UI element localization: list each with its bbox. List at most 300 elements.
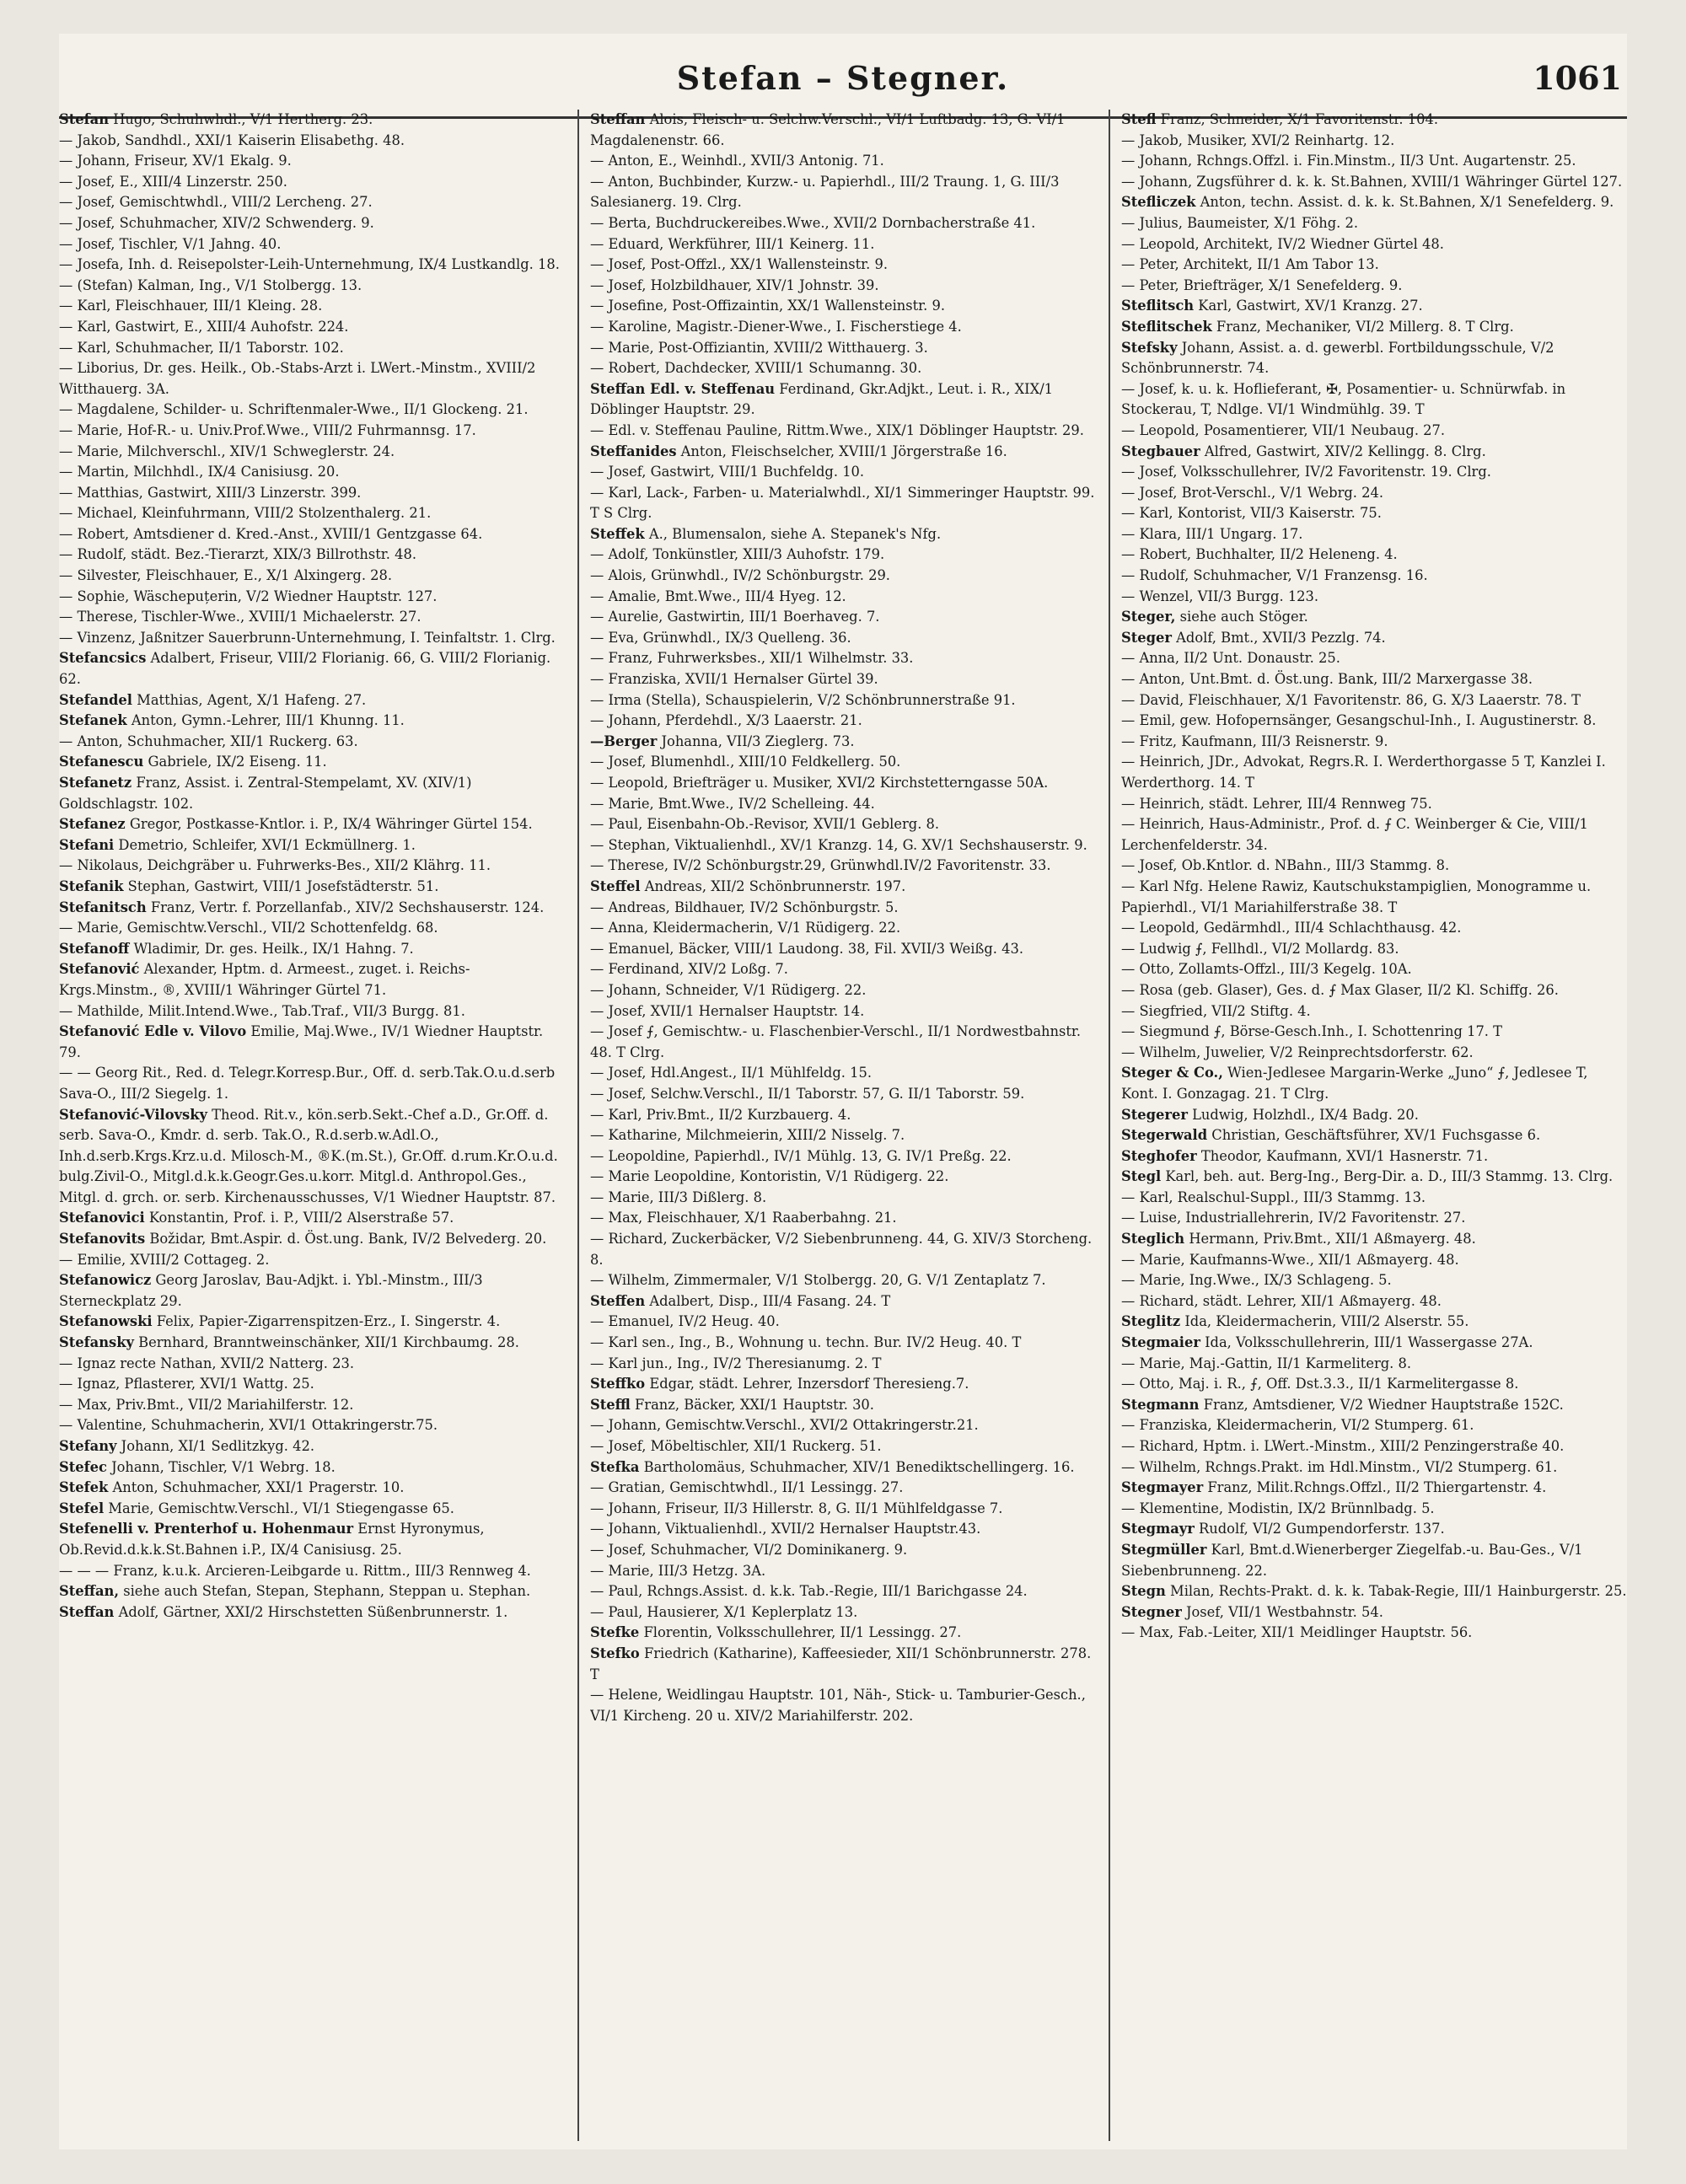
directory-entry [59,814,565,835]
entry-surname: Steglich [1121,1231,1185,1248]
entry-text: — Heinrich, Haus-Administr., Prof. d. ⨍ C. Weinberger & Cie, VIII/1 Lerchenfelderstr. 34. [1121,816,1588,853]
directory-entry [59,1436,565,1457]
entry-text: — Josef, Möbeltischler, XII/1 Ruckerg. 51. [590,1438,882,1454]
directory-entry [590,1291,1096,1312]
entry-surname: Steffanides [590,443,677,459]
directory-entry [1121,1374,1627,1395]
directory-entry [590,1333,1096,1354]
directory-entry [59,628,565,649]
directory-entry [59,338,565,359]
entry-text: — Adolf, Tonkünstler, XIII/3 Auhofstr. 179. [590,546,885,563]
entry-text: — Wilhelm, Juwelier, V/2 Reinprechtsdorferstr. 62. [1121,1044,1474,1060]
entry-text: — Marie, Maj.-Gattin, II/1 Karmeliterg. 8. [1121,1355,1412,1371]
directory-entry [59,1354,565,1375]
entry-surname: Stefanovits [59,1231,146,1248]
directory-entry [59,1374,565,1395]
entry-text: — Josefine, Post-Offizaintin, XX/1 Wallensteinstr. 9. [590,298,946,314]
entry-text: Rudolf, VI/2 Gumpendorferstr. 137. [1194,1521,1445,1537]
entry-text: — Josef, Schuhmacher, XIV/2 Schwenderg. 9. [59,214,374,231]
column-divider-1 [577,110,579,2141]
directory-entry [590,172,1096,213]
entry-text: — Mathilde, Milit.Intend.Wwe., Tab.Traf., VII/3 Burgg. 81. [59,1002,465,1019]
directory-entry [1121,276,1627,297]
entry-surname: Steffek [590,525,645,542]
directory-entry [1121,814,1627,856]
directory-entry [59,566,565,587]
directory-entry [590,648,1096,669]
directory-entry [590,1540,1096,1561]
directory-entry [1121,1499,1627,1520]
entry-text: — Berta, Buchdruckereibes.Wwe., XVII/2 Dornbacherstraße 41. [590,214,1036,231]
entry-text: — Max, Fleischhauer, X/1 Raaberbahng. 21. [590,1210,897,1226]
entry-text: Adalbert, Friseur, VIII/2 Florianig. 66, G. VIII/2 Florianig. 62. [59,650,551,688]
directory-entry [590,296,1096,317]
entry-text: — Marie, Kaufmanns-Wwe., XII/1 Aßmayerg. 48. [1121,1251,1459,1268]
entry-text: — Marie, Milchverschl., XIV/1 Schweglerstr. 24. [59,443,395,459]
directory-entry [590,545,1096,566]
entry-text: Josef, VII/1 Westbahnstr. 54. [1181,1603,1383,1620]
entry-surname: Stefanović-Vilovsky [59,1106,207,1123]
entry-text: — Marie, Bmt.Wwe., IV/2 Schelleing. 44. [590,795,875,812]
entry-surname: Steger & Co., [1121,1065,1223,1081]
entry-text: — Valentine, Schuhmacherin, XVI/1 Ottakringerstr.75. [59,1417,438,1434]
directory-entry [1121,1125,1627,1146]
entry-text: — Karl, Schuhmacher, II/1 Taborstr. 102. [59,339,344,356]
entry-text: Friedrich (Katharine), Kaffeesieder, XII/1 Schönbrunnerstr. 278. T [590,1645,1092,1682]
entry-text: — Vinzenz, Jaßnitzer Sauerbrunn-Unternehmung, I. Teinfaltstr. 1. Clrg. [59,629,556,646]
directory-entry [590,462,1096,483]
directory-entry [59,1499,565,1520]
directory-entry [59,131,565,152]
entry-text: — Eva, Grünwhdl., IX/3 Quelleng. 36. [590,629,851,646]
entry-text: Adalbert, Disp., III/4 Fasang. 24. T [645,1292,891,1309]
directory-entry [590,1105,1096,1126]
directory-entry [1121,1436,1627,1457]
entry-text: — Richard, städt. Lehrer, XII/1 Aßmayerg. 48. [1121,1292,1442,1309]
directory-entry [59,773,565,814]
entry-text: — Fritz, Kaufmann, III/3 Reisnerstr. 9. [1121,732,1388,749]
entry-text: — Matthias, Gastwirt, XIII/3 Linzerstr. 399. [59,484,362,501]
directory-entry [590,338,1096,359]
entry-surname: Stefanez [59,816,126,833]
entry-text: Gabriele, IX/2 Eiseng. 11. [143,754,327,770]
entry-text: Anton, techn. Assist. d. k. k. St.Bahnen, X/1 Senefelderg. 9. [1195,194,1614,211]
directory-entry [1121,110,1627,131]
entry-text: — Richard, Zuckerbäcker, V/2 Siebenbrunneng. 44, G. XIV/3 Storcheng. 8. [590,1231,1093,1268]
directory-entry [1121,607,1627,628]
entry-text: — Peter, Architekt, II/1 Am Tabor 13. [1121,256,1379,273]
directory-entry [59,255,565,276]
directory-entry [59,1519,565,1560]
directory-entry [1121,379,1627,421]
directory-entry [590,1644,1096,1685]
running-title: Stefan – Stegner. [676,59,1010,97]
directory-entry [590,358,1096,379]
directory-entry [590,1478,1096,1499]
entry-text: — Stephan, Viktualienhdl., XV/1 Kranzg. 14, G. XV/1 Sechshauserstr. 9. [590,836,1087,853]
entry-text: — Josefa, Inh. d. Reisepolster-Leih-Unternehmung, IX/4 Lustkandlg. 18. [59,256,560,273]
directory-entry [1121,296,1627,317]
entry-text: — Katharine, Milchmeierin, XIII/2 Nisselg. 7. [590,1127,905,1144]
directory-entry [590,856,1096,877]
entry-text: — Paul, Eisenbahn-Ob.-Revisor, XVII/1 Geblerg. 8. [590,816,940,833]
directory-entry [590,732,1096,753]
entry-text: Matthias, Agent, X/1 Hafeng. 27. [132,691,367,708]
entry-text: — Johann, Zugsführer d. k. k. St.Bahnen, XVIII/1 Währinger Gürtel 127. [1121,173,1623,190]
directory-entry [1121,317,1627,338]
directory-entry [1121,1602,1627,1623]
entry-text: — Silvester, Fleischhauer, E., X/1 Alxingerg. 28. [59,567,393,584]
entry-text: — Marie, III/3 Hetzg. 3A. [590,1562,766,1579]
page-header [59,59,1627,110]
directory-entry [590,566,1096,587]
entry-surname: Stefec [59,1458,107,1475]
directory-entry [1121,732,1627,753]
entry-text: — — — Franz, k.u.k. Arcieren-Leibgarde u. Rittm., III/3 Rennweg 4. [59,1562,531,1579]
entry-text: Christian, Geschäftsführer, XV/1 Fuchsgasse 6. [1207,1127,1541,1144]
entry-text: — Josef, Post-Offzl., XX/1 Wallensteinstr. 9. [590,256,889,273]
entry-text: — Rudolf, Schuhmacher, V/1 Franzensg. 16. [1121,567,1428,584]
entry-text: Stephan, Gastwirt, VIII/1 Josefstädterstr. 51. [123,877,439,894]
entry-text: — Marie Leopoldine, Kontoristin, V/1 Rüdigerg. 22. [590,1168,949,1185]
directory-entry [1121,877,1627,918]
entry-text: Adolf, Bmt., XVII/3 Pezzlg. 74. [1171,629,1386,646]
entry-text: Franz, Milit.Rchngs.Offzl., II/2 Thiergartenstr. 4. [1203,1479,1547,1496]
entry-text: — Josef, Schuhmacher, VI/2 Dominikanerg. 9. [590,1541,908,1558]
entry-text: — Klara, III/1 Ungarg. 17. [1121,525,1303,542]
directory-entry [1121,192,1627,213]
directory-entry [59,856,565,877]
entry-surname: Stefek [59,1479,109,1496]
directory-entry [1121,1519,1627,1540]
entry-text: — Josef, k. u. k. Hoflieferant, ✠, Posamentier- u. Schnürwfab. in Stockerau, T, Ndlge. VI/1 Windmühlg. 39. T [1121,380,1566,418]
entry-surname: Stegbauer [1121,443,1200,459]
directory-entry [590,607,1096,628]
directory-entry [59,296,565,317]
directory-entry [590,669,1096,690]
entry-text: — Karl, Fleischhauer, III/1 Kleing. 28. [59,298,323,314]
entry-surname: Stefani [59,836,115,853]
directory-entry [59,732,565,753]
directory-entry [59,172,565,193]
entry-surname: Steger, [1121,609,1176,625]
directory-entry [59,421,565,442]
directory-entry [590,959,1096,980]
directory-entry [590,628,1096,649]
entry-text: — Emanuel, IV/2 Heug. 40. [590,1313,780,1330]
directory-entry [1121,1270,1627,1291]
directory-entry [590,1374,1096,1395]
directory-entry [1121,524,1627,545]
directory-entry [1121,1167,1627,1188]
directory-entry [590,110,1096,151]
entry-text: — Leopold, Architekt, IV/2 Wiedner Gürtel 48. [1121,235,1444,252]
column-3 [1121,110,1627,2141]
entry-text: Johann, Tischler, V/1 Webrg. 18. [106,1458,336,1475]
directory-entry [59,192,565,213]
entry-text: — Josef, Tischler, V/1 Jahng. 40. [59,235,282,252]
column-1 [59,110,565,2141]
directory-entry [59,1395,565,1416]
directory-entry [1121,1457,1627,1478]
entry-text: Georg Jaroslav, Bau-Adjkt. i. Ybl.-Minstm., III/3 Sterneckplatz 29. [59,1272,483,1309]
directory-entry [1121,856,1627,877]
entry-surname: Steffan [59,1603,115,1620]
directory-entry [1121,1001,1627,1022]
directory-entry [590,794,1096,815]
entry-text: — Leopold, Briefträger u. Musiker, XVI/2 Kirchstetterngasse 50A. [590,775,1049,791]
entry-surname: Stegl [1121,1168,1162,1185]
entry-text: — Anton, Unt.Bmt. d. Öst.ung. Bank, III/2 Marxergasse 38. [1121,671,1533,688]
entry-text: — Aurelie, Gastwirtin, III/1 Boerhaveg. 7. [590,609,880,625]
entry-text: — Paul, Hausierer, X/1 Keplerplatz 13. [590,1603,858,1620]
entry-text: — Josef ⨍, Gemischtw.- u. Flaschenbier-Verschl., II/1 Nordwestbahnstr. 48. T Clrg. [590,1023,1082,1060]
entry-surname: Stefenelli v. Prenterhof u. Hohenmaur [59,1521,354,1537]
directory-entry [590,939,1096,960]
directory-entry [590,1125,1096,1146]
entry-text: — Wilhelm, Rchngs.Prakt. im Hdl.Minstm., VI/2 Stumperg. 61. [1121,1458,1558,1475]
entry-surname: Stefliczek [1121,194,1196,211]
entry-text: — Karl, Gastwirt, E., XIII/4 Auhofstr. 224. [59,318,349,335]
directory-entry [590,421,1096,442]
entry-surname: Stefel [59,1500,105,1516]
entry-text: Demetrio, Schleifer, XVI/1 Eckmüllnerg. 1. [114,836,416,853]
entry-text: Ida, Kleidermacherin, VIII/2 Alserstr. 55. [1180,1313,1469,1330]
entry-text: Ernst Hyronymus, Ob.Revid.d.k.k.St.Bahnen i.P., IX/4 Canisiusg. 25. [59,1521,485,1558]
directory-entry [590,711,1096,732]
directory-entry [1121,338,1627,379]
directory-entry [590,1561,1096,1582]
entry-text: Bernhard, Branntweinschänker, XII/1 Kirchbaumg. 28. [133,1334,519,1351]
entry-surname: Stefandel [59,691,132,708]
entry-text: — Julius, Baumeister, X/1 Föhg. 2. [1121,214,1359,231]
entry-surname: Steghofer [1121,1147,1197,1164]
entry-text: — Josef, Blumenhdl., XIII/10 Feldkellerg. 50. [590,754,901,770]
directory-entry [590,918,1096,939]
entry-text: — Karl jun., Ing., IV/2 Theresianumg. 2. T [590,1355,882,1371]
directory-entry [59,648,565,690]
directory-entry [1121,1312,1627,1333]
entry-text: — Josef, Volksschullehrer, IV/2 Favoritenstr. 19. Clrg. [1121,464,1491,480]
entry-text: — Therese, Tischler-Wwe., XVIII/1 Michaelerstr. 27. [59,609,422,625]
directory-entry [1121,462,1627,483]
entry-text: — Karoline, Magistr.-Diener-Wwe., I. Fischerstiege 4. [590,318,962,335]
entry-text: Franz, Bäcker, XXI/1 Hauptstr. 30. [630,1396,874,1413]
directory-entry [1121,1208,1627,1229]
directory-entry [590,151,1096,172]
directory-entry [59,358,565,400]
entry-text: — Josef, Gemischtwhdl., VIII/2 Lercheng. 27. [59,194,373,211]
entry-text: — Josef, E., XIII/4 Linzerstr. 250. [59,173,287,190]
entry-text: Wien-Jedlesee Margarin-Werke „Juno“ ⨍, Jedlesee T, Kont. I. Gonzagag. 21. T Clrg. [1121,1065,1588,1102]
entry-text: — Marie, Ing.Wwe., IX/3 Schlageng. 5. [1121,1272,1392,1289]
entry-surname: Stefan [59,111,110,127]
directory-entry [59,545,565,566]
entry-text: — Karl Nfg. Helene Rawiz, Kautschukstampiglien, Monogramme u. Papierhdl., VI/1 Mariahilferstraße 38. T [1121,877,1592,915]
directory-entry [1121,648,1627,669]
entry-surname: Stefanowicz [59,1272,152,1289]
entry-surname: Steffan Edl. v. Steffenau [590,380,776,397]
directory-entry [1121,918,1627,939]
directory-entry [59,1270,565,1312]
directory-entry [1121,1250,1627,1271]
directory-entry [1121,566,1627,587]
entry-text: Franz, Schneider, X/1 Favoritenstr. 104. [1156,111,1439,127]
entry-surname: Stefanowski [59,1313,153,1330]
directory-entry [590,213,1096,234]
entry-text: Anton, Fleischselcher, XVIII/1 Jörgerstraße 16. [676,443,1007,459]
directory-entry [590,442,1096,463]
entry-surname: Stefke [590,1624,640,1641]
entry-text: — Johann, Friseur, XV/1 Ekalg. 9. [59,153,292,169]
entry-text: — Josef, Selchw.Verschl., II/1 Taborstr. 57, G. II/1 Taborstr. 59. [590,1085,1025,1102]
entry-text: Johann, XI/1 Sedlitzkyg. 42. [116,1438,315,1454]
directory-entry [1121,1043,1627,1064]
entry-text: — Anton, Schuhmacher, XII/1 Ruckerg. 63. [59,732,358,749]
entry-text: — Irma (Stella), Schauspielerin, V/2 Schönbrunnerstraße 91. [590,691,1016,708]
directory-entry [1121,503,1627,524]
entry-text: — Josef, XVII/1 Hernalser Hauptstr. 14. [590,1002,865,1019]
entry-surname: Steffen [590,1292,646,1309]
entry-text: — Karl, Priv.Bmt., II/2 Kurzbauerg. 4. [590,1106,851,1123]
entry-text: Johann, Assist. a. d. gewerbl. Fortbildungsschule, V/2 Schönbrunnerstr. 74. [1121,339,1554,377]
entry-surname: Stegn [1121,1583,1166,1600]
directory-entry [1121,752,1627,793]
entry-text: — Otto, Maj. i. R., ⨍, Off. Dst.3.3., II/1 Karmelitergasse 8. [1121,1376,1519,1393]
directory-entry [1121,669,1627,690]
entry-text: Hugo, Schuhwhdl., V/1 Hertherg. 23. [109,111,373,127]
entry-text: — Leopold, Gedärmhdl., III/4 Schlachthausg. 42. [1121,920,1462,936]
entry-text: — Nikolaus, Deichgräber u. Fuhrwerks-Bes., XII/2 Klährg. 11. [59,857,491,874]
entry-text: Marie, Gemischtw.Verschl., VI/1 Stiegengasse 65. [104,1500,454,1516]
directory-entry [59,752,565,773]
entry-text: Anton, Schuhmacher, XXI/1 Pragerstr. 10. [108,1479,405,1496]
entry-text: — Liborius, Dr. ges. Heilk., Ob.-Stabs-Arzt i. LWert.-Minstm., XVIII/2 Witthauerg. 3A. [59,360,536,397]
entry-text: Edgar, städt. Lehrer, Inzersdorf Theresieng.7. [645,1376,969,1393]
entry-text: — Sophie, Wäschepuțerin, V/2 Wiedner Hauptstr. 127. [59,588,438,604]
directory-entry [1121,1623,1627,1644]
entry-surname: Stefanek [59,712,127,729]
directory-entry [1121,939,1627,960]
directory-entry [590,483,1096,524]
entry-surname: Steflitsch [1121,298,1195,314]
directory-entry [590,1395,1096,1416]
directory-entry [59,524,565,545]
directory-entry [590,814,1096,835]
entry-text: — Rudolf, städt. Bez.-Tierarzt, XIX/3 Billrothstr. 48. [59,546,417,563]
entry-surname: Stegner [1121,1603,1182,1620]
entry-surname: Stegmüller [1121,1541,1207,1558]
directory-entry [1121,421,1627,442]
entry-text: Franz, Vertr. f. Porzellanfab., XIV/2 Sechshauserstr. 124. [146,899,545,915]
entry-text: — Siegmund ⨍, Börse-Gesch.Inh., I. Schottenring 17. T [1121,1023,1503,1040]
directory-entry [590,980,1096,1001]
directory-entry [590,1146,1096,1167]
entry-text: — Anna, II/2 Unt. Donaustr. 25. [1121,650,1340,667]
entry-text: Karl, beh. aut. Berg-Ing., Berg-Dir. a. D., III/3 Stammg. 13. Clrg. [1161,1168,1614,1185]
entry-text: Božidar, Bmt.Aspir. d. Öst.ung. Bank, IV/2 Belvederg. 20. [145,1231,547,1248]
directory-entry [59,959,565,1001]
entry-surname: Stefanitsch [59,899,147,915]
entry-surname: Stefl [1121,111,1157,127]
directory-entry [59,1561,565,1582]
entry-text: Hermann, Priv.Bmt., XII/1 Aßmayerg. 48. [1184,1231,1476,1248]
entry-text: — Johann, Pferdehdl., X/3 Laaerstr. 21. [590,712,862,729]
directory-entry [59,213,565,234]
entry-text: — Rosa (geb. Glaser), Ges. d. ⨍ Max Glaser, II/2 Kl. Schiffg. 26. [1121,981,1559,998]
entry-text: Karl, Gastwirt, XV/1 Kranzg. 27. [1194,298,1423,314]
directory-entry [590,1270,1096,1291]
entry-text: Emilie, Maj.Wwe., IV/1 Wiedner Hauptstr. 79. [59,1023,544,1060]
entry-surname: Steffan [590,111,646,127]
directory-entry [590,1519,1096,1540]
entry-text: — Johann, Friseur, II/3 Hillerstr. 8, G. II/1 Mühlfeldgasse 7. [590,1500,1003,1516]
directory-entry [59,607,565,628]
entry-text: Milan, Rechts-Prakt. d. k. k. Tabak-Regie, III/1 Hainburgerstr. 25. [1165,1583,1627,1600]
entry-surname: Stefanoff [59,940,130,957]
entry-surname: Steger [1121,629,1172,646]
entry-surname: Stefanović [59,961,140,978]
page-number: 1061 [1533,59,1622,97]
directory-entry [59,1581,565,1602]
entry-text: — Gratian, Gemischtwhdl., II/1 Lessingg. 27. [590,1479,904,1496]
entry-surname: Stefanovici [59,1210,145,1226]
entry-text: Bartholomäus, Schuhmacher, XIV/1 Benediktschellingerg. 16. [639,1458,1075,1475]
directory-entry [1121,1146,1627,1167]
entry-text: — Josef, Hdl.Angest., II/1 Mühlfeldg. 15. [590,1065,872,1081]
directory-entry [1121,483,1627,504]
directory-entry [1121,980,1627,1001]
entry-text: — — Georg Rit., Red. d. Telegr.Korresp.Bur., Off. d. serb.Tak.O.u.d.serb Sava-O., III/2 Siegelg. 1. [59,1065,556,1102]
directory-entry [59,587,565,608]
directory-entry [59,898,565,919]
directory-entry [590,1436,1096,1457]
entry-text: — Karl, Realschul-Suppl., III/3 Stammg. 13. [1121,1189,1426,1205]
directory-entry [1121,1291,1627,1312]
entry-surname: —Berger [590,732,658,749]
entry-text: — Paul, Rchngs.Assist. d. k.k. Tab.-Regie, III/1 Barichgasse 24. [590,1583,1028,1600]
directory-entry [1121,1395,1627,1416]
directory-entry [1121,442,1627,463]
entry-text: Franz, Amtsdiener, V/2 Wiedner Hauptstraße 152C. [1199,1396,1564,1413]
entry-surname: Stefanik [59,877,124,894]
directory-entry [1121,959,1627,980]
entry-text: Wladimir, Dr. ges. Heilk., IX/1 Hahng. 7. [129,940,414,957]
directory-page [59,34,1627,2149]
entry-text: — Helene, Weidlingau Hauptstr. 101, Näh-, Stick- u. Tamburier-Gesch., VI/1 Kircheng. 20 u. XIV/2 Mariahilferstr. 202. [590,1687,1086,1724]
entry-text: — Franziska, Kleidermacherin, VI/2 Stumperg. 61. [1121,1417,1474,1434]
directory-entry [590,835,1096,856]
directory-entry [1121,255,1627,276]
directory-entry [1121,172,1627,193]
entry-text: A., Blumensalon, siehe A. Stepanek's Nfg. [644,525,942,542]
entry-text: — Marie, III/3 Dißlerg. 8. [590,1189,767,1205]
entry-surname: Stefany [59,1438,117,1454]
entry-text: — Andreas, Bildhauer, IV/2 Schönburgstr. 5. [590,899,899,915]
entry-text: Andreas, XII/2 Schönbrunnerstr. 197. [640,877,906,894]
entry-surname: Stegerwald [1121,1127,1208,1144]
directory-entry [1121,545,1627,566]
entry-text: Theod. Rit.v., kön.serb.Sekt.-Chef a.D., Gr.Off. d. serb. Sava-O., Kmdr. d. serb. Tak.O., R.d.serb.w.Adl.O., Inh.d.serb.Krgs.Krz.u.d. Milosch-M., ®K.(m.St.), Gr.Off. d.rum.Kr.O.u.d. bulg.Zivil-O., Mitgl.d.k.k.Geogr.Ges.u.korr. Mitgl.d. Anthropol.Ges., Mitgl. d. grch. or. serb. Kirchenausschusses, V/1 Wiedner Hauptstr. 87. [59,1106,558,1205]
entry-text: siehe auch Stöger. [1175,609,1308,625]
entry-text: — Josef, Holzbildhauer, XIV/1 Johnstr. 39. [590,276,879,293]
entry-surname: Stefanetz [59,775,132,791]
entry-surname: Stefka [590,1458,640,1475]
entry-text: Franz, Assist. i. Zentral-Stempelamt, XV. (XIV/1) Goldschlagstr. 102. [59,775,472,812]
directory-entry [59,1333,565,1354]
entry-surname: Stefanescu [59,754,144,770]
directory-entry [1121,1540,1627,1581]
